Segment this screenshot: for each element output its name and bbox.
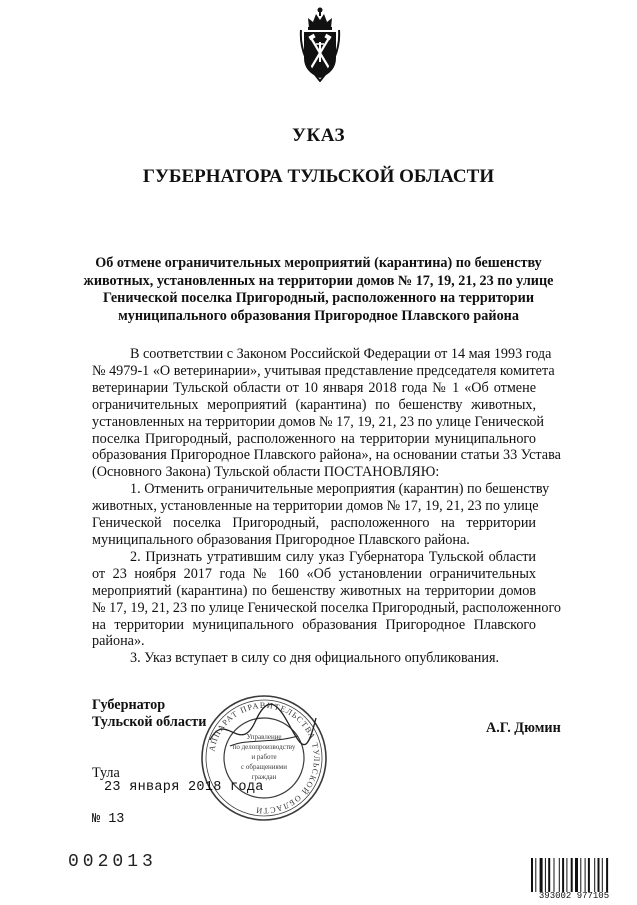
barcode-bar (606, 858, 608, 892)
serial-number: 002013 (68, 852, 157, 872)
signatory-title-line: Губернатор (92, 697, 166, 713)
body-line: на территории муниципального образования Пригородное Плавского (92, 616, 536, 633)
body-line: от 23 ноября 2017 года № 160 «Об установлении ограничительных (92, 565, 536, 582)
stamp-center-line: и работе (251, 753, 277, 761)
stamp-center-line: по делопроизводству (232, 743, 296, 751)
body-line: образования Пригородное Плавского района», на основании статьи 33 Устава (92, 447, 561, 464)
barcode-bar (598, 858, 600, 892)
barcode-bar (588, 858, 590, 892)
barcode-bar (540, 858, 543, 892)
barcode-bar (585, 858, 586, 892)
document-issuer: ГУБЕРНАТОРА ТУЛЬСКОЙ ОБЛАСТИ (142, 166, 495, 187)
barcode-bar (571, 858, 573, 892)
body-line: установленных на территории домов № 17, 19, 21, 23 по улице Генической (92, 413, 545, 430)
handwritten-signature (200, 700, 320, 760)
barcode-bar (602, 858, 603, 892)
item-2-paragraph (92, 548, 562, 650)
barcode-bar (531, 858, 533, 892)
barcode-bar (559, 858, 560, 892)
subject-line: Генической поселка Пригородный, расположенного на территории (102, 290, 535, 306)
body-line: 1. Отменить ограничительные мероприятия (карантин) по бешенству (130, 481, 550, 498)
barcode (530, 858, 618, 892)
body-line: Генической поселка Пригородный, расположенного на территории (92, 515, 536, 532)
body-line: поселка Пригородный, расположенного на территории муниципального (92, 430, 536, 447)
coat-of-arms-icon (297, 6, 343, 82)
body-line: 2. Признать утратившим силу указ Губернатора Тульской области (130, 548, 536, 565)
item-1-paragraph (92, 481, 550, 549)
document-body (92, 346, 562, 667)
body-line: № 4979-1 «О ветеринарии», учитывая представление председателя комитета (92, 362, 555, 379)
barcode-bar (580, 858, 581, 892)
body-line: ограничительных мероприятий (карантина) по бешенству животных, (92, 396, 536, 413)
body-line: мероприятий (карантина) по бешенству животных на территории домов (92, 582, 536, 599)
body-line: района». (92, 633, 145, 650)
barcode-bar (554, 858, 555, 892)
subject-line: муниципального образования Пригородное Плавского района (118, 307, 519, 324)
item-3-paragraph (92, 650, 536, 667)
subject-line: Об отмене ограничительных мероприятий (карантина) по бешенству (95, 255, 542, 271)
body-line: В соответствии с Законом Российской Федерации от 14 мая 1993 года (130, 346, 552, 362)
signatory-title (92, 697, 206, 731)
issue-date: 23 января 2018 года (104, 780, 264, 795)
stamp-ring-text: АППАРАТ ПРАВИТЕЛЬСТВА ТУЛЬСКОЙ ОБЛАСТИ (207, 700, 322, 816)
stamp-center-line: граждан (251, 773, 277, 781)
document-subject (60, 255, 577, 325)
body-line: муниципального образования Пригородное Плавского района. (92, 531, 470, 548)
signatory-title-line: Тульской области (92, 714, 207, 730)
body-line: № 17, 19, 21, 23 по улице Генической поселка Пригородный, расположенного (92, 599, 562, 616)
document-number: № 13 (92, 812, 125, 827)
barcode-digits: 393002 977105 (538, 891, 610, 901)
document-type: УКАЗ (292, 125, 345, 146)
body-line: животных, установленные на территории домов № 17, 19, 21, 23 по улице (92, 498, 539, 515)
barcode-bar (575, 858, 578, 892)
body-line: 3. Указ вступает в силу со дня официального опубликования. (130, 650, 500, 667)
preamble-paragraph (92, 346, 561, 481)
barcode-bar (562, 858, 564, 892)
stamp-center-line: Управление (246, 733, 282, 741)
barcode-bar (548, 858, 550, 892)
stamp-center-line: с обращениями (241, 763, 287, 771)
issue-place: Тула (92, 765, 120, 781)
body-line: ветеринарии Тульской области от 10 января 2018 года № 1 «Об отмене (92, 379, 536, 396)
body-line: (Основного Закона) Тульской области ПОСТАНОВЛЯЮ: (92, 464, 440, 481)
subject-line: животных, установленных на территории домов № 17, 19, 21, 23 по улице (83, 272, 554, 289)
barcode-bar (545, 858, 546, 892)
signatory-name: А.Г. Дюмин (486, 720, 561, 736)
barcode-bar (566, 858, 567, 892)
barcode-bar (594, 858, 595, 892)
barcode-bar (535, 858, 536, 892)
